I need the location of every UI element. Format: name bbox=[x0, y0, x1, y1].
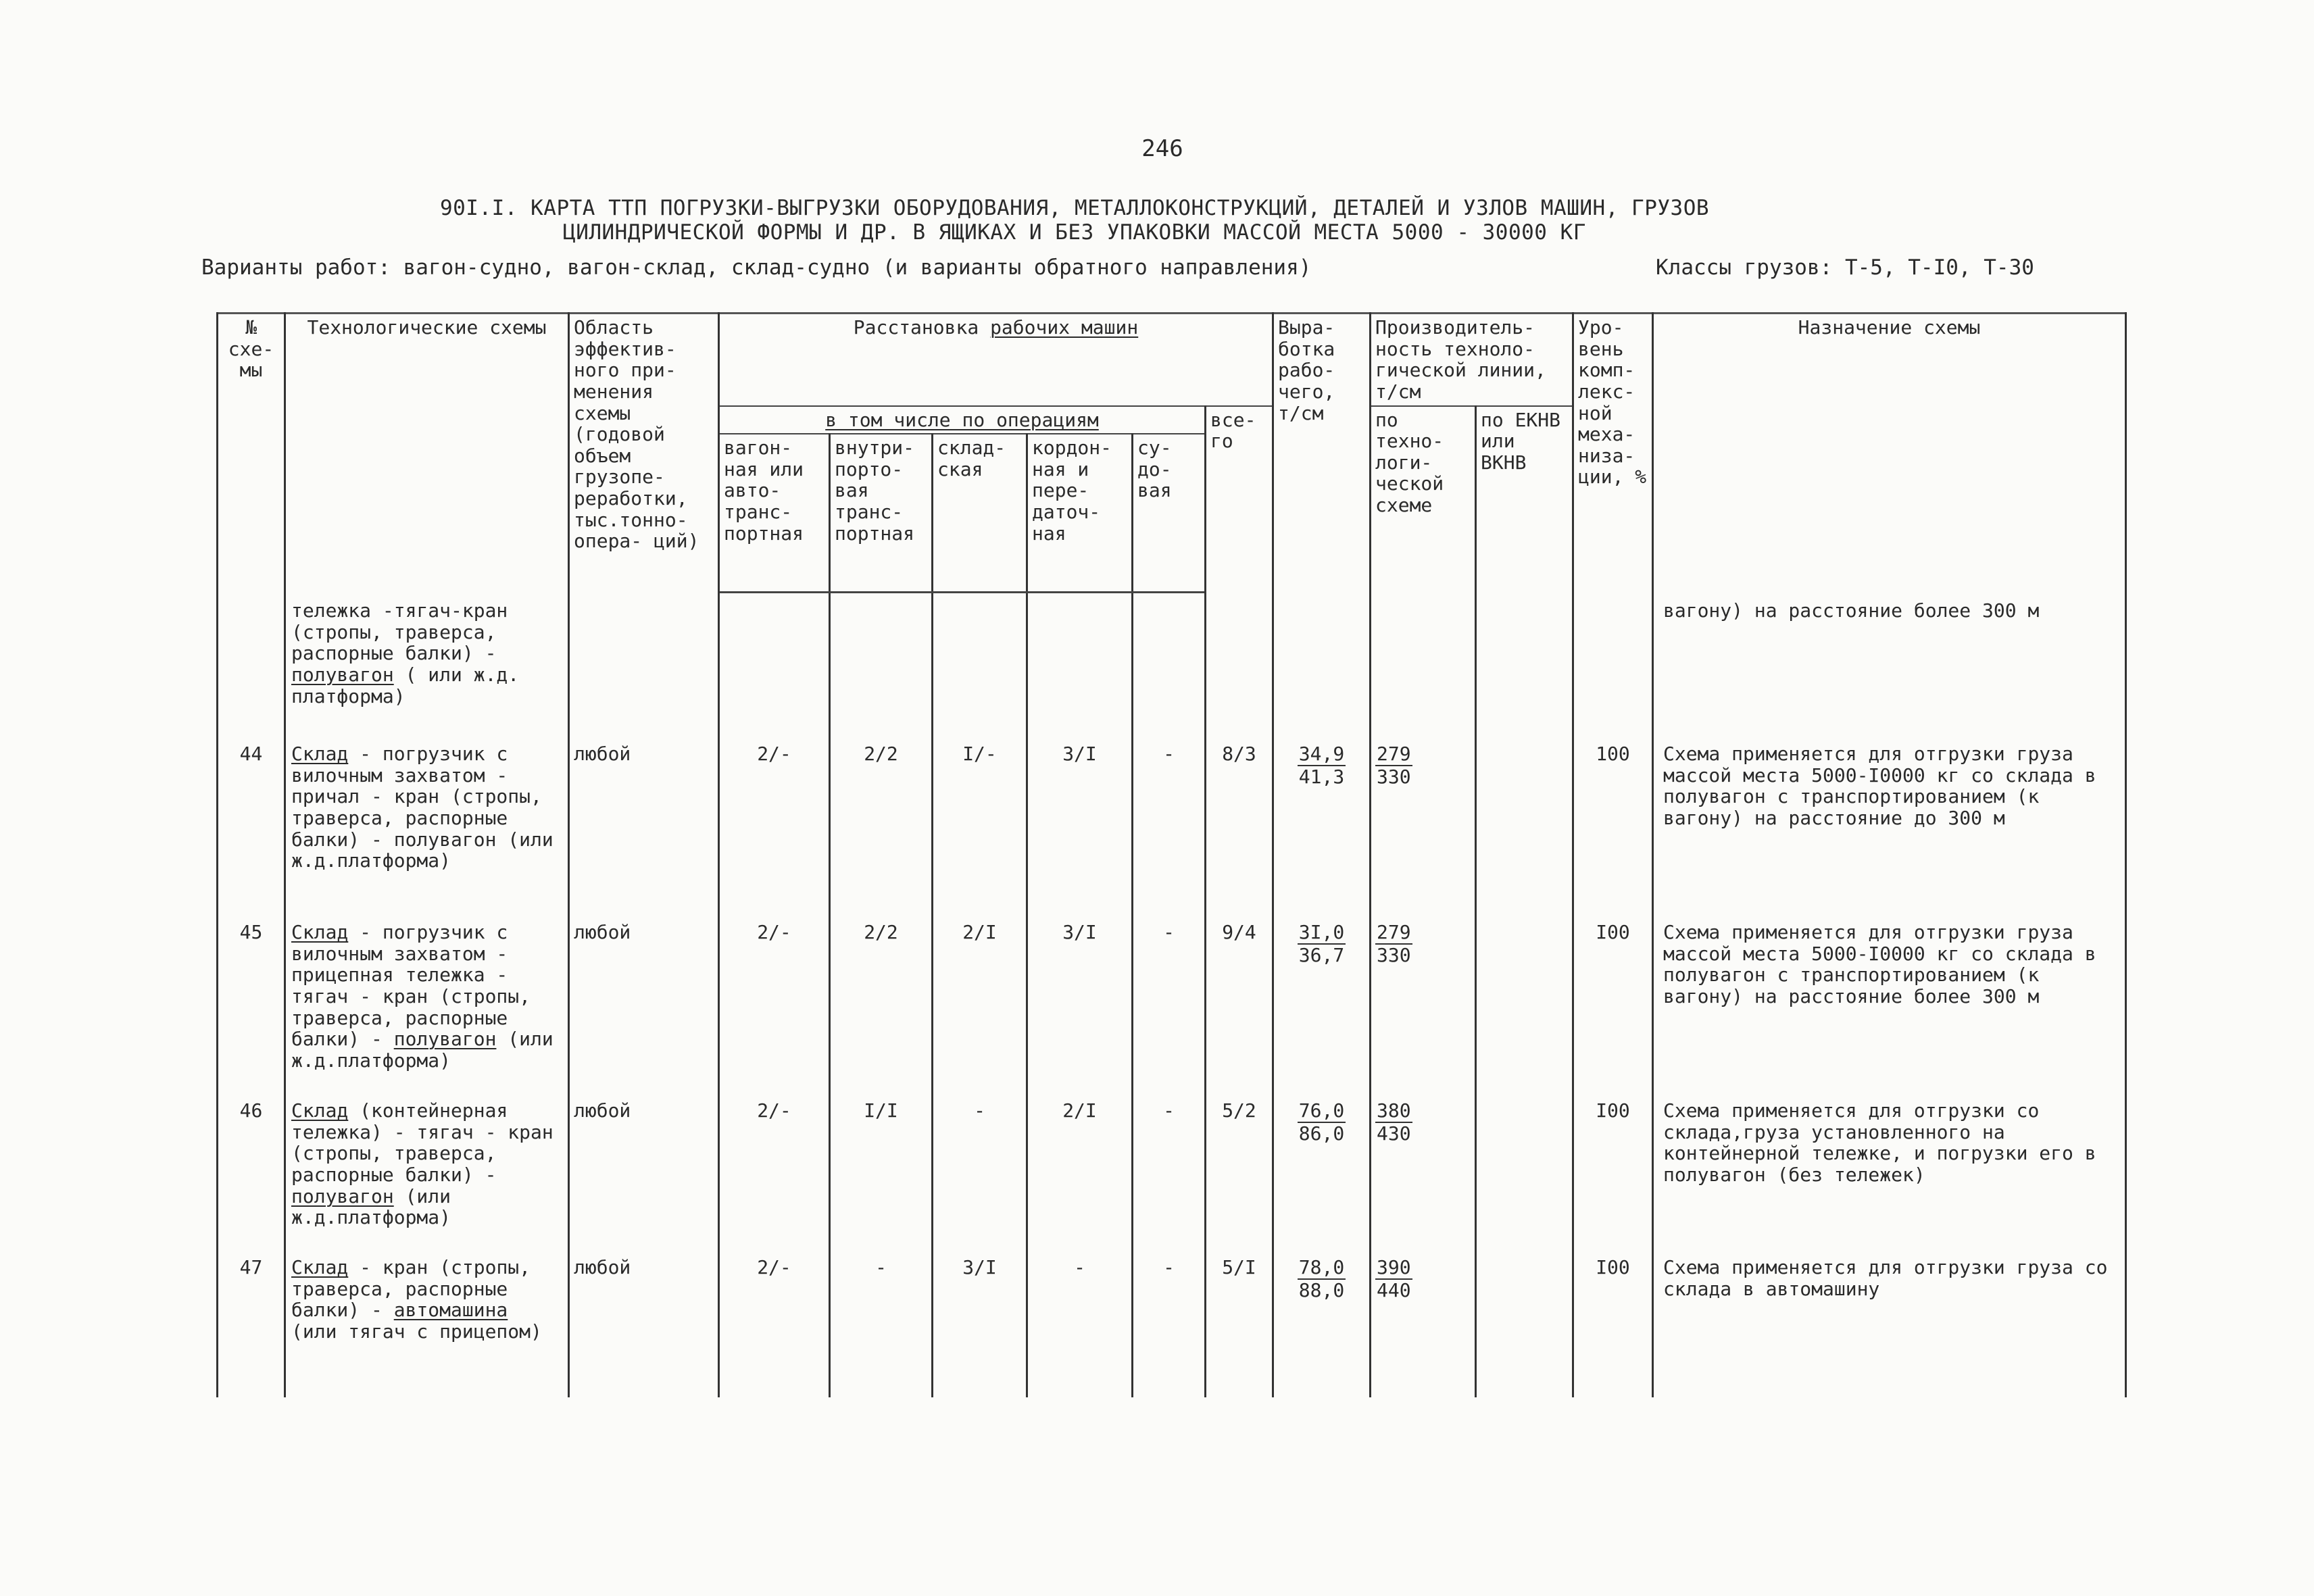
output-per-shift-top: 3I,0 bbox=[1298, 921, 1345, 944]
op-warehouse: 2/I bbox=[933, 914, 1027, 1092]
productivity-fraction bbox=[1375, 922, 1412, 966]
op-cordon bbox=[1027, 592, 1133, 735]
output-per-shift-bottom: 88,0 bbox=[1298, 1278, 1345, 1301]
op-ship: - bbox=[1133, 735, 1206, 914]
productivity-fraction bbox=[1375, 1257, 1412, 1301]
header-op-ship: су- до- вая bbox=[1133, 434, 1206, 592]
op-cordon: - bbox=[1027, 1249, 1133, 1397]
scheme-text: (или тягач с прицепом) bbox=[291, 1320, 542, 1343]
header-op-wagon: вагон- ная или авто- транс- портная bbox=[719, 434, 830, 592]
mechanization-level: I00 bbox=[1573, 914, 1653, 1092]
scheme-description bbox=[285, 592, 569, 735]
productivity-top: 279 bbox=[1377, 743, 1411, 766]
productivity-bottom: 330 bbox=[1377, 765, 1411, 788]
scheme-key-term: полувагон bbox=[393, 1028, 497, 1051]
scheme-key-term: Склад bbox=[291, 921, 349, 944]
table-row bbox=[218, 914, 2126, 1092]
header-scheme-number: № схе- мы bbox=[218, 314, 285, 593]
scheme-key-term: Склад bbox=[291, 1256, 349, 1279]
scheme-number: 46 bbox=[218, 1092, 285, 1249]
scheme-purpose: вагону) на расстояние более 300 м bbox=[1653, 592, 2126, 735]
scheme-number: 44 bbox=[218, 735, 285, 914]
scheme-number bbox=[218, 592, 285, 735]
op-total: 8/3 bbox=[1206, 735, 1273, 914]
productivity-eknv bbox=[1476, 914, 1573, 1092]
scheme-number: 45 bbox=[218, 914, 285, 1092]
header-application-area: Область эффектив- ного при- менения схемы (годовой объем грузопе- реработки, тыс.тонно- опера- ций) bbox=[569, 314, 719, 593]
productivity-fraction bbox=[1375, 1100, 1412, 1144]
scheme-purpose: Схема применяется для отгрузки со склада,груза установленного на контейнерной тележке, и погрузки его в полувагон (без тележек) bbox=[1653, 1092, 2126, 1249]
op-warehouse: 3/I bbox=[933, 1249, 1027, 1397]
productivity-top: 380 bbox=[1377, 1099, 1411, 1122]
output-per-shift-bottom: 36,7 bbox=[1298, 943, 1345, 966]
scheme-text: - погрузчик с вилочным захватом - причал - кран (стропы, траверса, распорные балки) - полувагон (или ж.д.платформа) bbox=[291, 743, 553, 872]
worker-output bbox=[1273, 1249, 1371, 1397]
scheme-description bbox=[285, 1092, 569, 1249]
worker-output bbox=[1273, 735, 1371, 914]
document-title-line-1: 90I.I. КАРТА ТТП ПОГРУЗКИ-ВЫГРУЗКИ ОБОРУДОВАНИЯ, МЕТАЛЛОКОНСТРУКЦИЙ, ДЕТАЛЕЙ И УЗЛОВ МАШИН, ГРУЗОВ bbox=[439, 196, 1710, 220]
productivity-tech-scheme bbox=[1371, 914, 1476, 1092]
worker-output bbox=[1273, 914, 1371, 1092]
scheme-purpose: Схема применяется для отгрузки груза массой места 5000-I0000 кг со склада в полувагон с транспортированием (к вагону) на расстояние до 300 м bbox=[1653, 735, 2126, 914]
output-per-shift-top: 34,9 bbox=[1298, 743, 1345, 766]
mechanization-level: I00 bbox=[1573, 1092, 1653, 1249]
op-intraport: - bbox=[830, 1249, 933, 1397]
scheme-purpose: Схема применяется для отгрузки груза со склада в автомашину bbox=[1653, 1249, 2126, 1397]
productivity-top: 390 bbox=[1377, 1256, 1411, 1279]
op-intraport: I/I bbox=[830, 1092, 933, 1249]
scheme-text: (или ж.д.платформа) bbox=[291, 1184, 451, 1229]
output-fraction bbox=[1298, 1257, 1346, 1301]
mechanization-level bbox=[1573, 592, 1653, 735]
header-total: все- го bbox=[1206, 406, 1273, 593]
table-row bbox=[218, 592, 2126, 735]
output-fraction bbox=[1298, 922, 1346, 966]
header-placement-text: Расстановка bbox=[853, 316, 991, 339]
op-total: 5/I bbox=[1206, 1249, 1273, 1397]
worker-output bbox=[1273, 592, 1371, 735]
op-wagon: 2/- bbox=[719, 735, 830, 914]
mechanization-level: I00 bbox=[1573, 1249, 1653, 1397]
scheme-text: тележка -тягач-кран (стропы, траверса, распорные балки) - bbox=[291, 599, 508, 665]
op-intraport bbox=[830, 592, 933, 735]
scheme-key-term: Склад bbox=[291, 743, 349, 766]
ttp-table bbox=[216, 312, 2127, 1397]
output-fraction bbox=[1298, 743, 1346, 787]
header-placement-underlined: рабочих машин bbox=[990, 316, 1139, 339]
scheme-key-term: полувагон bbox=[291, 1184, 394, 1207]
op-warehouse bbox=[933, 592, 1027, 735]
header-technological-schemes: Технологические схемы bbox=[285, 314, 569, 593]
op-warehouse: I/- bbox=[933, 735, 1027, 914]
op-total bbox=[1206, 592, 1273, 735]
op-warehouse: - bbox=[933, 1092, 1027, 1249]
op-wagon: 2/- bbox=[719, 1249, 830, 1397]
work-variants: Варианты работ: вагон-судно, вагон-склад, склад-судно (и варианты обратного направления) bbox=[201, 255, 1312, 280]
header-by-operations bbox=[719, 406, 1206, 434]
output-per-shift-bottom: 86,0 bbox=[1298, 1122, 1345, 1145]
scheme-text: (или ж.д.платформа) bbox=[291, 1028, 553, 1072]
header-by-operations-text: в том числе по операциям bbox=[825, 408, 1099, 431]
op-total: 9/4 bbox=[1206, 914, 1273, 1092]
op-cordon: 3/I bbox=[1027, 735, 1133, 914]
op-ship: - bbox=[1133, 1249, 1206, 1397]
productivity-bottom: 330 bbox=[1377, 943, 1411, 966]
op-intraport: 2/2 bbox=[830, 914, 933, 1092]
scheme-description bbox=[285, 735, 569, 914]
scheme-text: ( или ж.д. платформа) bbox=[291, 664, 520, 707]
productivity-eknv bbox=[1476, 1092, 1573, 1249]
productivity-bottom: 440 bbox=[1377, 1278, 1411, 1301]
scheme-number: 47 bbox=[218, 1249, 285, 1397]
application-area bbox=[569, 592, 719, 735]
header-prod-tech-scheme: по техно- логи- ческой схеме bbox=[1371, 406, 1476, 593]
output-fraction bbox=[1298, 1100, 1346, 1144]
op-wagon bbox=[719, 592, 830, 735]
mechanization-level: 100 bbox=[1573, 735, 1653, 914]
scheme-description bbox=[285, 1249, 569, 1397]
output-per-shift-top: 78,0 bbox=[1298, 1256, 1345, 1279]
output-per-shift-top: 76,0 bbox=[1298, 1099, 1345, 1122]
productivity-tech-scheme bbox=[1371, 1249, 1476, 1397]
header-machine-placement bbox=[719, 314, 1273, 406]
op-ship bbox=[1133, 592, 1206, 735]
op-cordon: 3/I bbox=[1027, 914, 1133, 1092]
productivity-eknv bbox=[1476, 592, 1573, 735]
cargo-classes: Классы грузов: Т-5, Т-I0, Т-30 bbox=[1656, 255, 2034, 280]
header-op-intraport: внутри- порто- вая транс- портная bbox=[830, 434, 933, 592]
scheme-text: - погрузчик с вилочным захватом - прицепная тележка - тягач - кран (стропы, траверса, распорные балки) - bbox=[291, 921, 531, 1051]
productivity-top: 279 bbox=[1377, 921, 1411, 944]
header-prod-eknv: по ЕКНВ или ВКНВ bbox=[1476, 406, 1573, 593]
op-intraport: 2/2 bbox=[830, 735, 933, 914]
productivity-tech-scheme bbox=[1371, 1092, 1476, 1249]
scheme-text: - кран (стропы, траверса, распорные балки) - bbox=[291, 1256, 531, 1322]
scheme-key-term: полувагон bbox=[291, 664, 394, 686]
header-op-cordon: кордон- ная и пере- даточ- ная bbox=[1027, 434, 1133, 592]
table-row bbox=[218, 735, 2126, 914]
scheme-key-term: Склад bbox=[291, 1099, 349, 1122]
op-wagon: 2/- bbox=[719, 1092, 830, 1249]
scheme-description bbox=[285, 914, 569, 1092]
worker-output bbox=[1273, 1092, 1371, 1249]
productivity-tech-scheme bbox=[1371, 735, 1476, 914]
productivity-bottom: 430 bbox=[1377, 1122, 1411, 1145]
productivity-eknv bbox=[1476, 1249, 1573, 1397]
application-area: любой bbox=[569, 1249, 719, 1397]
table-row bbox=[218, 1249, 2126, 1397]
op-wagon: 2/- bbox=[719, 914, 830, 1092]
op-cordon: 2/I bbox=[1027, 1092, 1133, 1249]
application-area: любой bbox=[569, 1092, 719, 1249]
page-number: 246 bbox=[1141, 135, 1183, 162]
header-worker-output: Выра- ботка рабо- чего, т/см bbox=[1273, 314, 1371, 593]
header-mechanization-level: Уро- вень комп- лекс- ной меха- низа- ции, % bbox=[1573, 314, 1653, 593]
document-title-line-2: ЦИЛИНДРИЧЕСКОЙ ФОРМЫ И ДР. В ЯЩИКАХ И БЕЗ УПАКОВКИ МАССОЙ МЕСТА 5000 - 30000 КГ bbox=[563, 220, 1586, 245]
op-total: 5/2 bbox=[1206, 1092, 1273, 1249]
output-per-shift-bottom: 41,3 bbox=[1298, 765, 1345, 788]
op-ship: - bbox=[1133, 914, 1206, 1092]
scheme-purpose: Схема применяется для отгрузки груза массой места 5000-I0000 кг со склада в полувагон с транспортированием (к вагону) на расстояние более 300 м bbox=[1653, 914, 2126, 1092]
header-line-productivity: Производитель- ность техноло- гической линии, т/см bbox=[1371, 314, 1573, 406]
scheme-text: (контейнерная тележка) - тягач - кран (стропы, траверса, распорные балки) - bbox=[291, 1099, 553, 1186]
application-area: любой bbox=[569, 735, 719, 914]
scheme-key-term: автомашина bbox=[393, 1299, 508, 1322]
productivity-fraction bbox=[1375, 743, 1412, 787]
op-ship: - bbox=[1133, 1092, 1206, 1249]
header-scheme-purpose: Назначение схемы bbox=[1653, 314, 2126, 593]
table-row bbox=[218, 1092, 2126, 1249]
application-area: любой bbox=[569, 914, 719, 1092]
header-op-warehouse: склад- ская bbox=[933, 434, 1027, 592]
productivity-tech-scheme bbox=[1371, 592, 1476, 735]
productivity-eknv bbox=[1476, 735, 1573, 914]
